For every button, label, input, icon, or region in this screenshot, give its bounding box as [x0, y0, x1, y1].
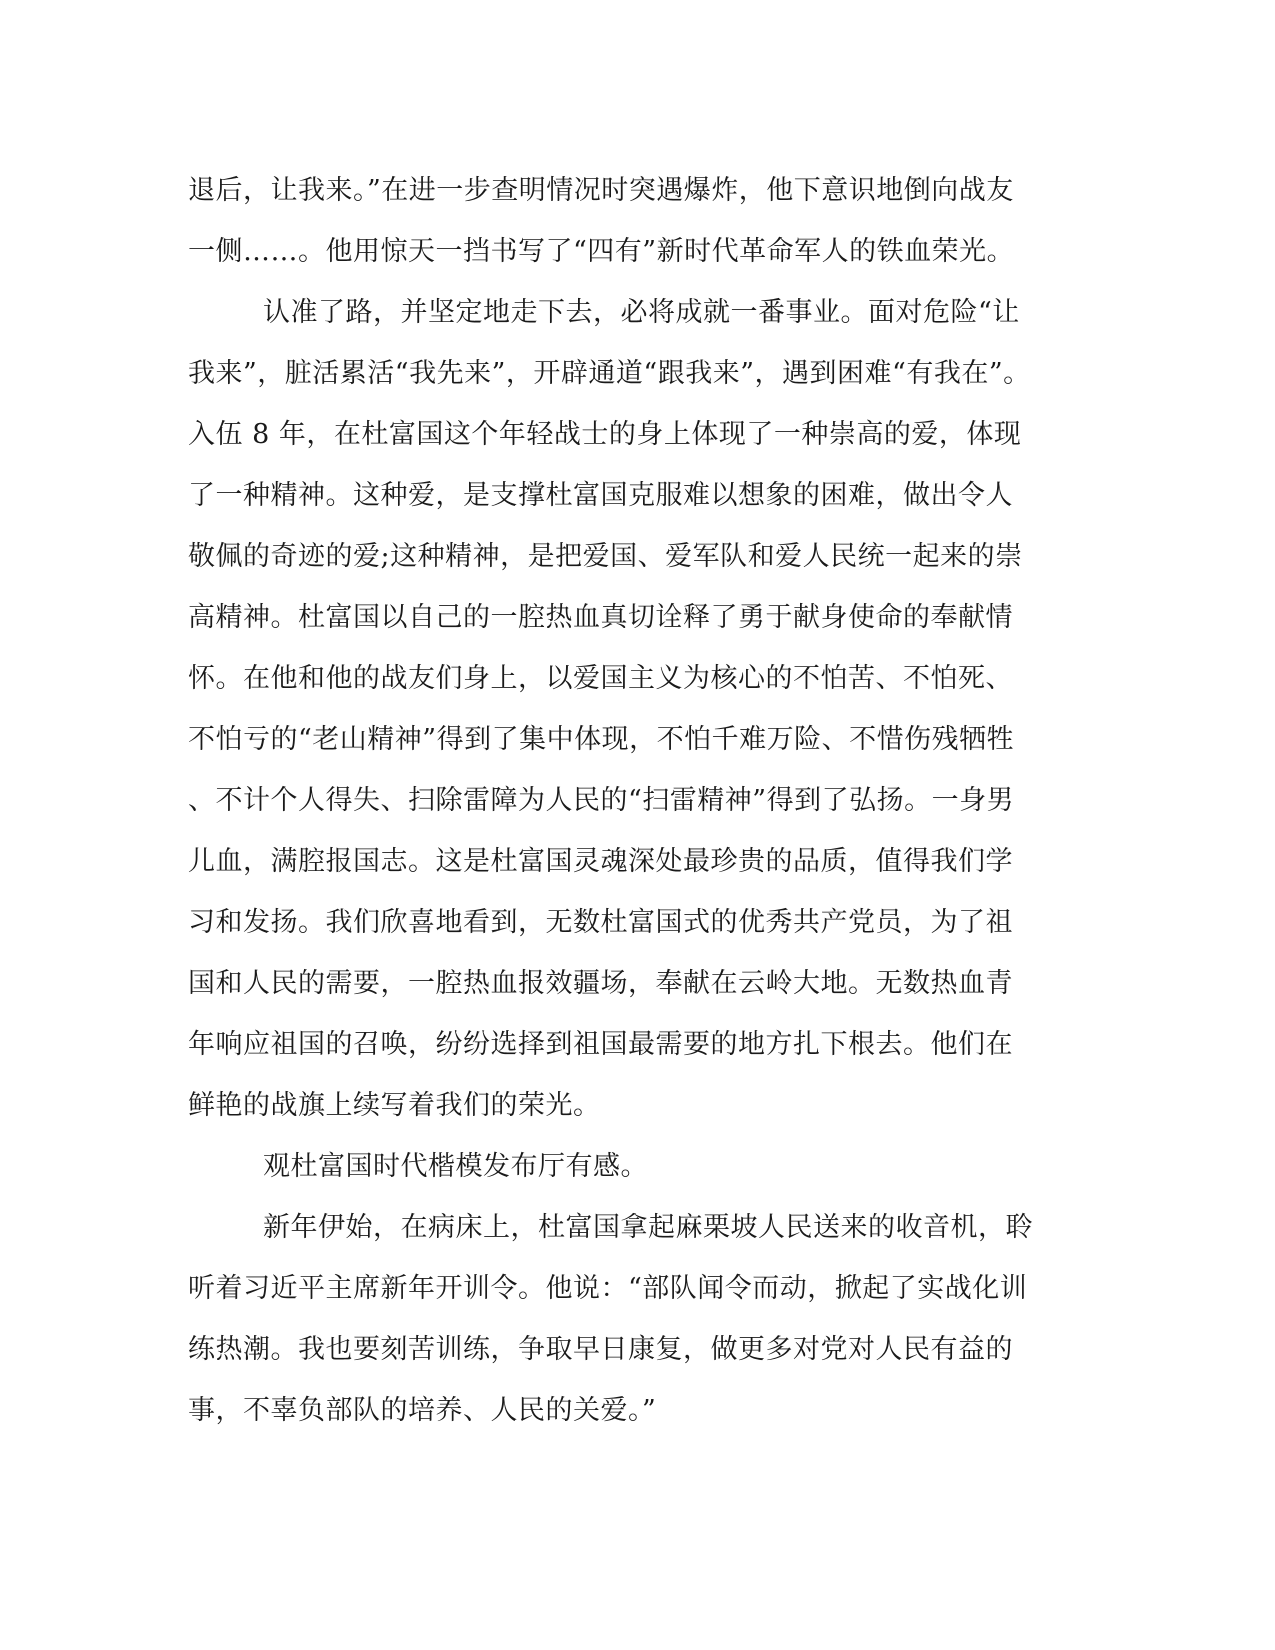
document-body	[188, 160, 1068, 1441]
text-line: 敬佩的奇迹的爱;这种精神，是把爱国、爱军队和爱人民统一起来的崇	[188, 541, 1023, 572]
text-line: 年响应祖国的召唤，纷纷选择到祖国最需要的地方扎下根去。他们在	[188, 1029, 1013, 1060]
text-line: 、不计个人得失、扫除雷障为人民的“扫雷精神”得到了弘扬。一身男	[188, 785, 1015, 816]
text-line: 国和人民的需要，一腔热血报效疆场，奉献在云岭大地。无数热血青	[188, 968, 1013, 999]
text-line: 事，不辜负部队的培养、人民的关爱。”	[188, 1395, 657, 1426]
text-line: 习和发扬。我们欣喜地看到，无数杜富国式的优秀共产党员，为了祖	[188, 907, 1013, 938]
text-line: 了一种精神。这种爱，是支撑杜富国克服难以想象的困难，做出令人	[188, 480, 1013, 511]
text-line: 我来”，脏活累活“我先来”，开辟通道“跟我来”，遇到困难“有我在”。	[188, 358, 1031, 389]
text-line: 不怕亏的“老山精神”得到了集中体现，不怕千难万险、不惜伤残牺牲	[188, 724, 1015, 755]
text-line: 观杜富国时代楷模发布厅有感。	[263, 1151, 648, 1182]
text-line: 认准了路，并坚定地走下去，必将成就一番事业。面对危险“让	[263, 297, 1020, 328]
text-line: 退后，让我来。”在进一步查明情况时突遇爆炸，他下意识地倒向战友	[188, 175, 1014, 206]
text-line: 怀。在他和他的战友们身上，以爱国主义为核心的不怕苦、不怕死、	[188, 663, 1013, 694]
text-line: 听着习近平主席新年开训令。他说：“部队闻令而动，掀起了实战化训	[188, 1273, 1028, 1304]
text-line: 新年伊始，在病床上，杜富国拿起麻栗坡人民送来的收音机，聆	[263, 1212, 1033, 1243]
text-line: 练热潮。我也要刻苦训练，争取早日康复，做更多对党对人民有益的	[188, 1334, 1013, 1365]
text-line: 高精神。杜富国以自己的一腔热血真切诠释了勇于献身使命的奉献情	[188, 602, 1013, 633]
text-line: 儿血，满腔报国志。这是杜富国灵魂深处最珍贵的品质，值得我们学	[188, 846, 1013, 877]
text-line: 一侧……。他用惊天一挡书写了“四有”新时代革命军人的铁血荣光。	[188, 236, 1015, 267]
text-line: 鲜艳的战旗上续写着我们的荣光。	[188, 1090, 601, 1121]
text-line: 入伍 8 年，在杜富国这个年轻战士的身上体现了一种崇高的爱，体现	[188, 419, 1022, 450]
